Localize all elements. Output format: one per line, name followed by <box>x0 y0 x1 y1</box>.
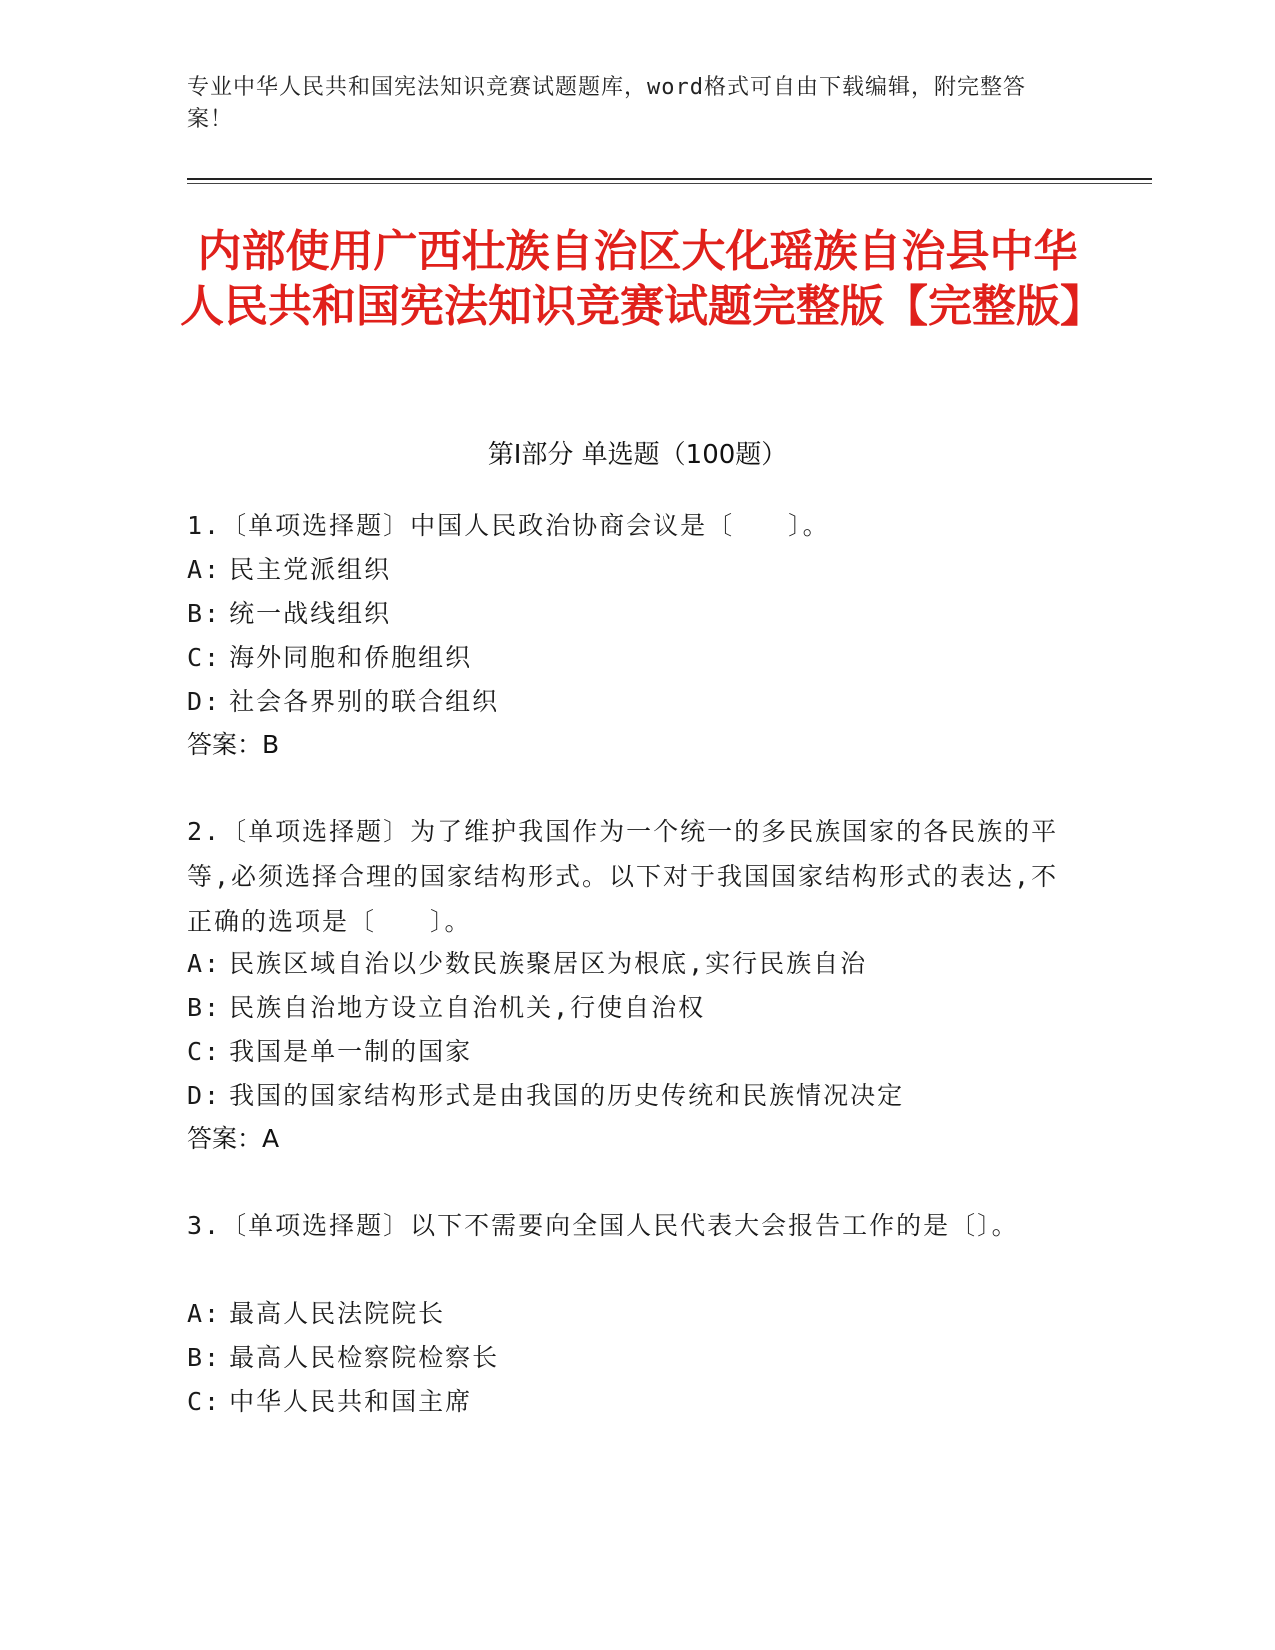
option-letter: C: <box>187 1037 222 1066</box>
option-letter: B: <box>187 1343 222 1372</box>
option-text: 我国的国家结构形式是由我国的历史传统和民族情况决定 <box>229 1081 905 1110</box>
option-text: 海外同胞和侨胞组织 <box>229 643 473 672</box>
document-title: 内部使用广西壮族自治区大化瑶族自治县中华人民共和国宪法知识竞赛试题完整版【完整版】 <box>180 226 1104 332</box>
question-2-option-a <box>187 941 867 986</box>
question-3-option-b <box>187 1335 499 1380</box>
question-2-option-c <box>187 1029 472 1074</box>
option-text: 中华人民共和国主席 <box>229 1387 473 1416</box>
option-letter: B: <box>187 993 222 1022</box>
question-3-stem: 3.〔单项选择题〕以下不需要向全国人民代表大会报告工作的是〔〕。 <box>187 1211 1019 1240</box>
option-text: 社会各界别的联合组织 <box>229 687 500 716</box>
question-1-answer: 答案：B <box>187 730 280 759</box>
question-1-option-c <box>187 635 472 680</box>
option-letter: D: <box>187 1081 222 1110</box>
option-letter: A: <box>187 555 222 584</box>
question-1-option-d <box>187 679 499 724</box>
option-text: 最高人民检察院检察长 <box>229 1343 500 1372</box>
option-text: 民主党派组织 <box>229 555 392 584</box>
header-rule-thick <box>187 178 1152 180</box>
option-text: 最高人民法院院长 <box>229 1299 446 1328</box>
question-1-stem: 1.〔单项选择题〕中国人民政治协商会议是〔 〕。 <box>187 511 830 540</box>
header-note: 专业中华人民共和国宪法知识竞赛试题题库，word格式可自由下载编辑，附完整答案！ <box>187 75 1026 132</box>
question-3-option-a <box>187 1291 445 1336</box>
question-2-option-b <box>187 985 705 1030</box>
option-letter: A: <box>187 1299 222 1328</box>
question-2-option-d <box>187 1073 904 1118</box>
option-text: 我国是单一制的国家 <box>229 1037 473 1066</box>
question-1-option-b <box>187 591 391 636</box>
question-2-stem: 2.〔单项选择题〕为了维护我国作为一个统一的多民族国家的各民族的平等,必须选择合理的国家结构形式。以下对于我国国家结构形式的表达,不正确的选项是〔 〕。 <box>187 817 1059 936</box>
section-title: 第Ⅰ部分 单选题（100题） <box>487 440 788 470</box>
option-letter: D: <box>187 687 222 716</box>
option-text: 民族区域自治以少数民族聚居区为根底,实行民族自治 <box>229 949 868 978</box>
option-text: 民族自治地方设立自治机关,行使自治权 <box>229 993 706 1022</box>
question-2-answer: 答案：A <box>187 1124 280 1153</box>
option-letter: C: <box>187 1387 222 1416</box>
option-text: 统一战线组织 <box>229 599 392 628</box>
question-1-option-a <box>187 547 391 592</box>
question-3-option-c <box>187 1379 472 1424</box>
option-letter: B: <box>187 599 222 628</box>
option-letter: C: <box>187 643 222 672</box>
header-rule-thin <box>187 183 1152 184</box>
option-letter: A: <box>187 949 222 978</box>
